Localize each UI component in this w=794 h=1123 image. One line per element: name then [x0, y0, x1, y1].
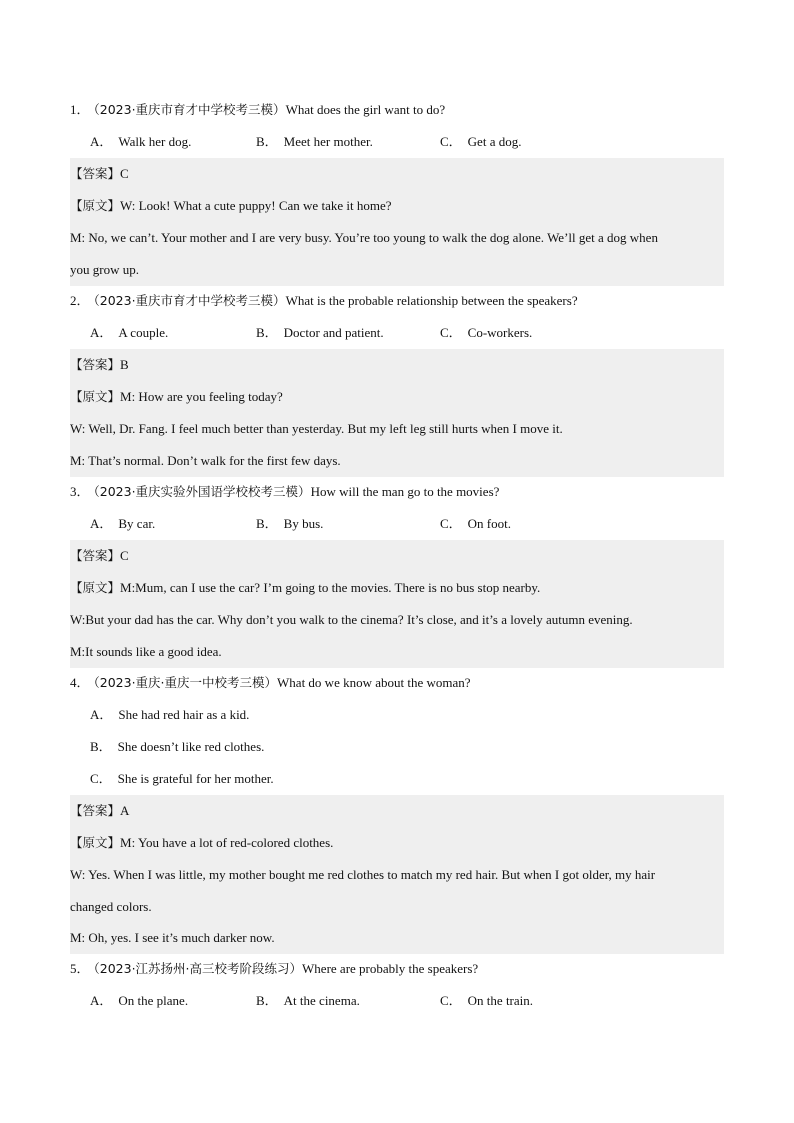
- option-b: B． By bus.: [256, 516, 324, 531]
- answer-value: B: [120, 357, 129, 372]
- transcript-line: [70, 381, 724, 413]
- option-c: C． On foot.: [440, 516, 512, 531]
- transcript-line: you grow up.: [70, 254, 724, 286]
- answer-tag: 【答案】: [70, 803, 121, 818]
- transcript-line: M:It sounds like a good idea.: [70, 636, 724, 668]
- question-number: 3．: [70, 484, 90, 499]
- options-row: [70, 317, 724, 349]
- transcript-text: M: How are you feeling today?: [120, 389, 283, 404]
- option-c: C． Get a dog.: [440, 134, 522, 149]
- option-b: B． Meet her mother.: [256, 134, 373, 149]
- answer-tag: 【答案】: [70, 548, 121, 563]
- option-b: B． She doesn’t like red clothes.: [90, 739, 265, 754]
- question-4: [70, 667, 724, 699]
- transcript-text: W: Look! What a cute puppy! Can we take it home?: [120, 198, 392, 213]
- transcript-line: W:But your dad has the car. Why don’t you walk to the cinema? It’s close, and it’s a lovely autumn evening.: [70, 604, 724, 636]
- option-b: B． At the cinema.: [256, 993, 360, 1008]
- option-a: A． On the plane.: [90, 993, 189, 1008]
- answer-tag: 【答案】: [70, 166, 121, 181]
- question-3: [70, 476, 724, 508]
- options-row: [70, 508, 724, 540]
- transcript-line: [70, 190, 724, 222]
- transcript-tag: 【原文】: [70, 389, 121, 404]
- transcript-text: M: You have a lot of red-colored clothes.: [120, 835, 334, 850]
- question-text: What does the girl want to do?: [285, 102, 446, 117]
- answer-tag: 【答案】: [70, 357, 121, 372]
- question-2: [70, 285, 724, 317]
- option-a: A． She had red hair as a kid.: [90, 707, 250, 722]
- answer-value: A: [120, 803, 130, 818]
- options-row: [70, 985, 724, 1017]
- question-1: [70, 94, 724, 126]
- question-source: （2023·重庆实验外国语学校校考三模）: [93, 484, 311, 499]
- option-c: C． She is grateful for her mother.: [90, 771, 274, 786]
- question-source: （2023·重庆市育才中学校考三模）: [93, 293, 286, 308]
- transcript-line: M: Oh, yes. I see it’s much darker now.: [70, 922, 724, 954]
- options-row: [70, 126, 724, 158]
- question-text: What do we know about the woman?: [277, 675, 471, 690]
- transcript-line: changed colors.: [70, 891, 724, 923]
- transcript-line: [70, 572, 724, 604]
- transcript-line: W: Well, Dr. Fang. I feel much better than yesterday. But my left leg still hurts when I move it.: [70, 413, 724, 445]
- answer-line: [70, 158, 724, 190]
- question-source: （2023·江苏扬州·高三校考阶段练习）: [93, 961, 303, 976]
- option-a: A． A couple.: [90, 325, 169, 340]
- option-c: C． On the train.: [440, 993, 534, 1008]
- option-a: A． Walk her dog.: [90, 134, 192, 149]
- question-text: How will the man go to the movies?: [310, 484, 500, 499]
- answer-value: C: [120, 166, 129, 181]
- option-c: C． Co-workers.: [440, 325, 533, 340]
- transcript-tag: 【原文】: [70, 835, 121, 850]
- transcript-text: M:Mum, can I use the car? I’m going to the movies. There is no bus stop nearby.: [120, 580, 541, 595]
- question-source: （2023·重庆市育才中学校考三模）: [93, 102, 286, 117]
- transcript-line: M: That’s normal. Don’t walk for the first few days.: [70, 445, 724, 477]
- answer-line: [70, 540, 724, 572]
- transcript-line: W: Yes. When I was little, my mother bought me red clothes to match my red hair. But when I got older, my hair: [70, 859, 724, 891]
- transcript-tag: 【原文】: [70, 580, 121, 595]
- answer-value: C: [120, 548, 129, 563]
- question-number: 2．: [70, 293, 90, 308]
- transcript-line: [70, 827, 724, 859]
- question-number: 1．: [70, 102, 90, 117]
- transcript-tag: 【原文】: [70, 198, 121, 213]
- transcript-line: M: No, we can’t. Your mother and I are very busy. You’re too young to walk the dog alone. We’ll get a dog when: [70, 222, 724, 254]
- option-b: B． Doctor and patient.: [256, 325, 384, 340]
- answer-line: [70, 795, 724, 827]
- question-text: Where are probably the speakers?: [302, 961, 479, 976]
- question-source: （2023·重庆·重庆一中校考三模）: [93, 675, 278, 690]
- question-5: [70, 953, 724, 985]
- question-text: What is the probable relationship between the speakers?: [285, 293, 578, 308]
- answer-line: [70, 349, 724, 381]
- question-number: 5．: [70, 961, 90, 976]
- option-a: A． By car.: [90, 516, 156, 531]
- question-number: 4．: [70, 675, 90, 690]
